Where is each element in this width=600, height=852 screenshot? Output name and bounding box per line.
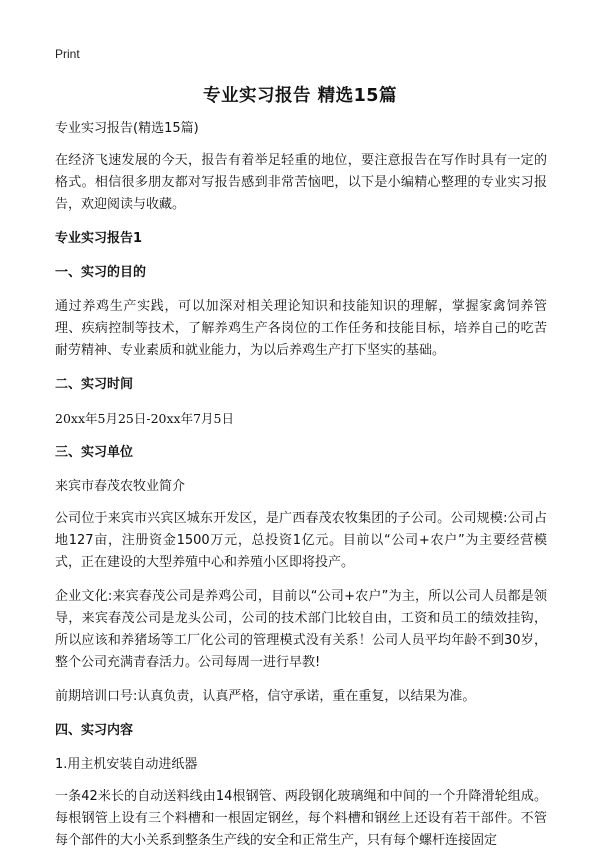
- intro-paragraph: 在经济飞速发展的今天，报告有着举足轻重的地位，要注意报告在写作时具有一定的格式。相信很多朋友都对写报告感到非常苦恼吧，以下是小编精心整理的专业实习报告，欢迎阅读与收藏。: [55, 153, 547, 212]
- document-body: [55, 118, 547, 852]
- section-heading-time: 二、实习时间: [55, 377, 134, 392]
- content-paragraph: 一条42米长的自动送料线由14根钢管、两段钢化玻璃绳和中间的一个升降滑轮组成。每根钢管上设有三个料槽和一根固定钢丝，每个料槽和钢丝上还设有若干部件。不管每个部件的大小关系到整条生产线的安全和正常生产，只有每个螺杆连接固定: [55, 789, 547, 848]
- purpose-paragraph: 通过养鸡生产实践，可以加深对相关理论知识和技能知识的理解，掌握家禽饲养管理、疾病控制等技术，了解养鸡生产各岗位的工作任务和技能目标，培养自己的吃苦耐劳精神、专业素质和就业能力，为以后养鸡生产打下坚实的基础。: [55, 299, 547, 358]
- culture-paragraph: 企业文化:来宾春茂公司是养鸡公司，目前以“公司+农户”为主，所以公司人员都是领导，来宾春茂公司是龙头公司，公司的技术部门比较自由，工资和员工的绩效挂钩，所以应该和养猪场等工厂化公司的管理模式没有关系！公司人员平均年龄不到30岁，整个公司充满青春活力。公司每周一进行早教!: [55, 589, 547, 670]
- content-item-1: 1.用主机安装自动进纸器: [55, 757, 198, 772]
- report-heading: 专业实习报告1: [55, 231, 143, 246]
- print-link[interactable]: Print: [55, 47, 80, 61]
- slogan-paragraph: 前期培训口号:认真负责，认真严格，信守承诺，重在重复，以结果为准。: [55, 689, 476, 704]
- internship-dates: 20xx年5月25日-20xx年7月5日: [55, 411, 234, 426]
- page-title: 专业实习报告 精选15篇: [203, 86, 397, 106]
- section-heading-content: 四、实习内容: [55, 723, 134, 738]
- section-heading-purpose: 一、实习的目的: [55, 265, 147, 280]
- subtitle: 专业实习报告(精选15篇): [55, 121, 199, 136]
- section-heading-unit: 三、实习单位: [55, 445, 134, 460]
- company-intro-heading: 来宾市春茂农牧业简介: [55, 479, 186, 494]
- company-paragraph: 公司位于来宾市兴宾区城东开发区，是广西春茂农牧集团的子公司。公司规模:公司占地127亩，注册资金1500万元，总投资1亿元。目前以“公司+农户”为主要经营模式，正在建设的大型养殖中心和养殖小区即将投产。: [55, 511, 547, 570]
